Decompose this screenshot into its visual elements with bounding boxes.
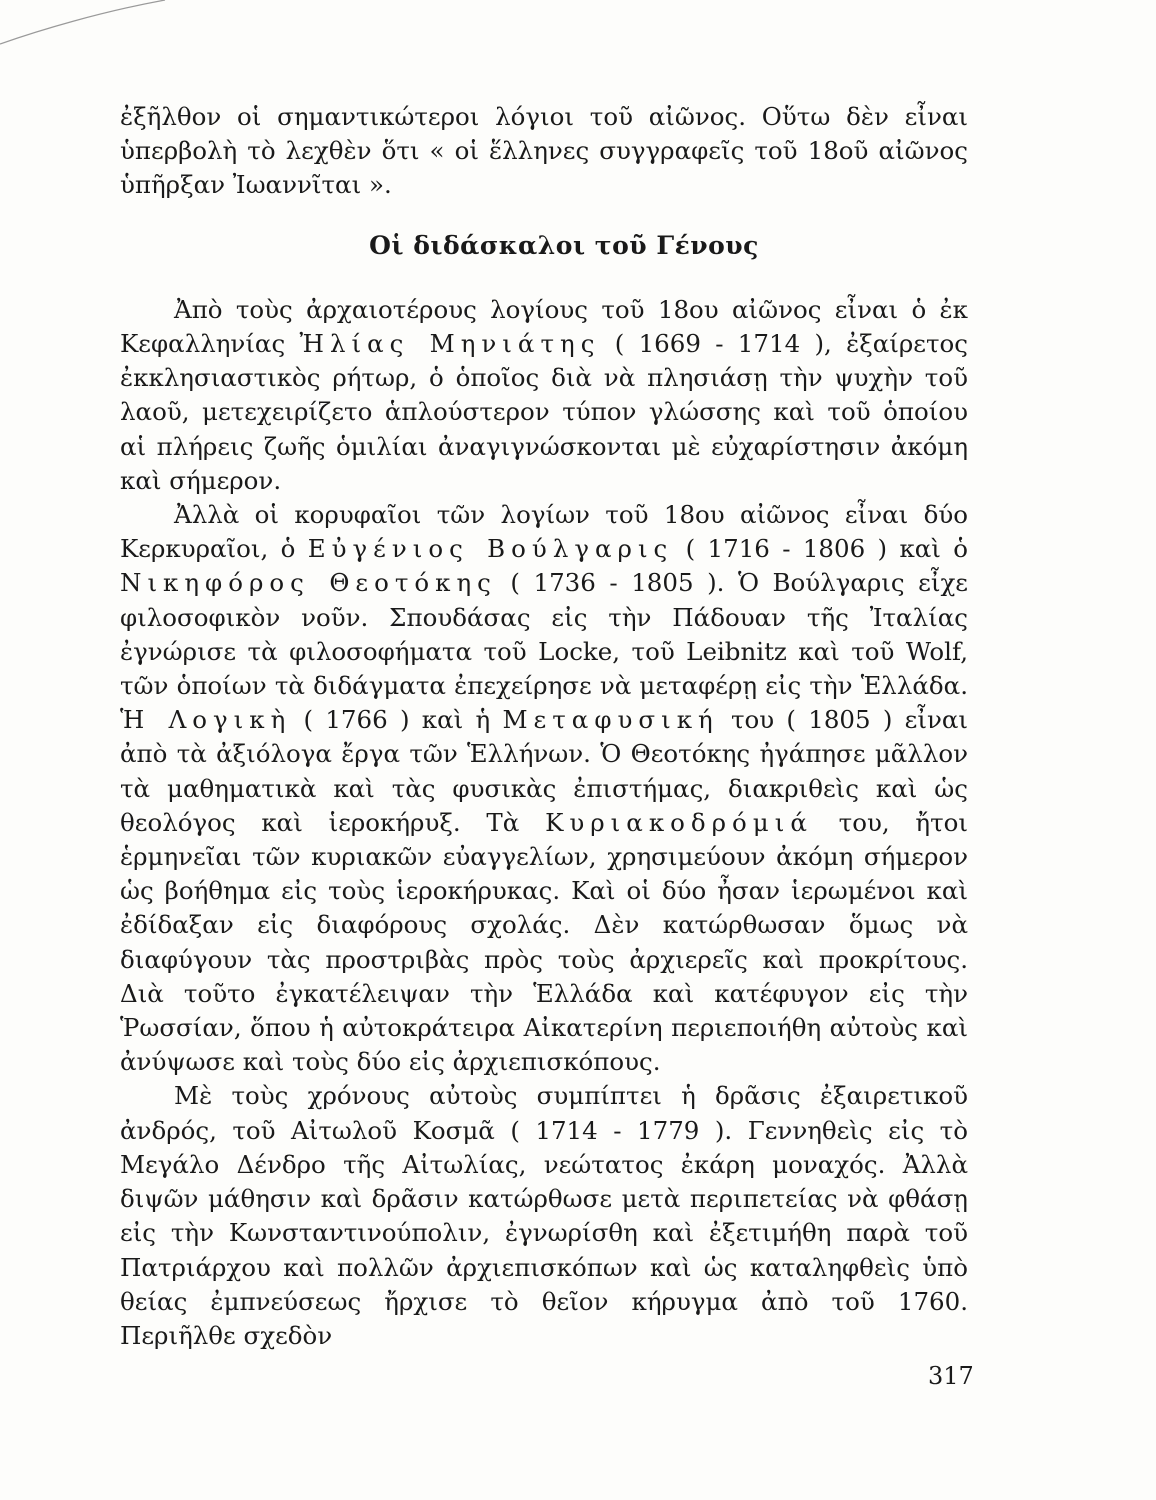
page-corner-fold xyxy=(0,0,170,60)
paragraph-text: ( 1716 - 1806 ) καὶ ὁ xyxy=(673,534,968,564)
page-number: 317 xyxy=(928,1362,974,1390)
work-title-logiki: Ἡ Λογικὴ xyxy=(120,705,292,735)
paragraph-text: Ἀπὸ τοὺς ἀρχαιοτέρους λογίους τοῦ 18ου αἰῶνος εἶναι ὁ ἐκ Κεφαλληνίας xyxy=(120,294,968,359)
person-name-miniatis: Ἠλίας Μηνιάτης xyxy=(299,329,601,359)
page-body-text xyxy=(120,100,968,1353)
work-title-kyriakodromia: Κυριακοδρόμιά xyxy=(545,807,813,837)
paragraph-text: ( 1736 - 1805 ). Ὁ Βούλγαρις εἶχε φιλοσοφικὸν νοῦν. Σπουδάσας εἰς τὴν Πάδουαν τῆς Ἰταλίας ἐγνώρισε τὰ φιλοσοφήματα τοῦ Locke, τοῦ Leibnitz καὶ τοῦ Wolf, τῶν ὁποίων τὰ διδάγματα ἐπεχείρησε νὰ μεταφέρῃ εἰς τὴν Ἑλλάδα. xyxy=(120,568,968,701)
person-name-voulgaris: Εὐγένιος Βούλγαρις xyxy=(307,534,674,564)
paragraph-text: του ( 1805 ) εἶναι ἀπὸ τὰ ἀξιόλογα ἔργα τῶν Ἑλλήνων. Ὁ Θεοτόκης ἠγάπησε μᾶλλον τὰ μαθηματικὰ καὶ τὰς φυσικὰς ἐπιστήμας, διακριθεὶς καὶ ὡς θεολόγος καὶ ἱεροκήρυξ. Τὰ xyxy=(120,705,969,837)
paragraph-voulgaris-theotokis xyxy=(120,498,968,1079)
person-name-theotokis: Νικηφόρος Θεοτόκης xyxy=(120,568,497,598)
opening-paragraph: ἐξῆλθον οἱ σημαντικώτεροι λόγιοι τοῦ αἰῶνος. Οὕτω δὲν εἶναι ὑπερβολὴ τὸ λεχθὲν ὅτι « οἱ ἕλληνες συγγραφεῖς τοῦ 18οῦ αἰῶνος ὑπῆρξαν Ἰωαννῖται ». xyxy=(120,102,968,200)
work-title-metafysiki: Μεταφυσική xyxy=(502,705,719,735)
paragraph-miniatis xyxy=(120,293,968,498)
paragraph-kosmas: Μὲ τοὺς χρόνους αὐτοὺς συμπίπτει ἡ δρᾶσις ἐξαιρετικοῦ ἀνδρός, τοῦ Αἰτωλοῦ Κοσμᾶ ( 1714 - 1779 ). Γεννηθεὶς εἰς τὸ Μεγάλο Δένδρο τῆς Αἰτωλίας, νεώτατος ἐκάρη μοναχός. Ἀλλὰ διψῶν μάθησιν καὶ δρᾶσιν κατώρθωσε μετὰ περιπετείας νὰ φθάσῃ εἰς τὴν Κωνσταντινούπολιν, ἐγνωρίσθη καὶ ἐξετιμήθη παρὰ τοῦ Πατριάρχου καὶ πολλῶν ἀρχιεπισκόπων καὶ ὡς καταληφθεὶς ὑπὸ θείας ἐμπνεύσεως ἤρχισε τὸ θεῖον κήρυγμα ἀπὸ τοῦ 1760. Περιῆλθε σχεδὸν xyxy=(120,1081,968,1350)
paragraph-text: του, ἤτοι ἑρμηνεῖαι τῶν κυριακῶν εὐαγγελίων, χρησιμεύουν ἀκόμη σήμερον ὡς βοήθημα εἰς τοὺς ἱεροκήρυκας. Καὶ οἱ δύο ἦσαν ἱερωμένοι καὶ ἐδίδαξαν εἰς διαφόρους σχολάς. Δὲν κατώρθωσαν ὅμως νὰ διαφύγουν τὰς προστριβὰς πρὸς τοὺς ἀρχιερεῖς καὶ προκρίτους. Διὰ τοῦτο ἐγκατέλειψαν τὴν Ἑλλάδα καὶ κατέφυγον εἰς τὴν Ῥωσσίαν, ὅπου ἡ αὐτοκράτειρα Αἰκατερίνη περιεποιήθη αὐτοὺς καὶ ἀνύψωσε καὶ τοὺς δύο εἰς ἀρχιεπισκόπους. xyxy=(120,807,969,1077)
paragraph-text: ( 1766 ) καὶ ἡ xyxy=(291,705,503,735)
paragraph-text: ( 1669 - 1714 ), ἐξαίρετος ἐκκλησιαστικὸς ρήτωρ, ὁ ὁποῖος διὰ νὰ πλησιάσῃ τὴν ψυχὴν τοῦ λαοῦ, μετεχειρίζετο ἁπλούστερον τύπον γλώσσης καὶ τοῦ ὁποίου αἱ πλήρεις ζωῆς ὁμιλίαι ἀναγιγνώσκονται μὲ εὐχαρίστησιν ἀκόμη καὶ σήμερον. xyxy=(120,329,969,495)
section-heading: Οἱ διδάσκαλοι τοῦ Γένους xyxy=(369,230,759,260)
paragraph-text: Ἀλλὰ οἱ κορυφαῖοι τῶν λογίων τοῦ 18ου αἰῶνος εἶναι δύο Κερκυραῖοι, ὁ xyxy=(120,500,968,564)
